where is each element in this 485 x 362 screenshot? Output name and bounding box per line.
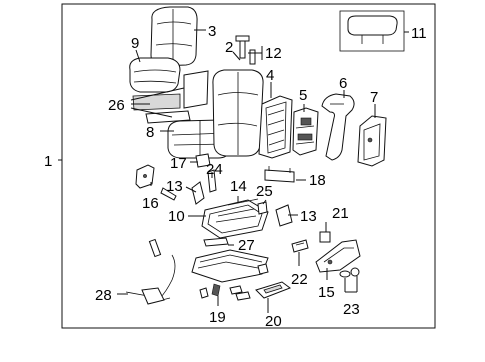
callout-28: 28	[95, 287, 112, 304]
callout-20: 20	[265, 313, 282, 330]
callout-23: 23	[343, 301, 360, 318]
callout-25: 25	[256, 183, 273, 200]
callout-19: 19	[209, 309, 226, 326]
callout-2: 2	[225, 39, 234, 56]
seat-back-frame-part	[213, 36, 263, 156]
callout-7: 7	[370, 89, 379, 106]
switch-bezel-part	[256, 282, 290, 298]
callout-labels	[44, 23, 427, 330]
seat-back-cushion-part	[151, 7, 197, 66]
plate-part-27	[204, 238, 228, 246]
wiring-harness-part	[126, 239, 175, 304]
callout-13-right: 13	[300, 208, 317, 225]
callout-22: 22	[291, 271, 308, 288]
callout-4: 4	[266, 67, 275, 84]
callout-12: 12	[265, 45, 282, 62]
crossbar-part	[265, 166, 294, 182]
callout-16: 16	[142, 195, 159, 212]
lumbar-support-part	[293, 108, 318, 155]
callout-27: 27	[238, 237, 255, 254]
callout-10: 10	[168, 208, 185, 225]
knob-part-21	[320, 232, 330, 242]
callout-17: 17	[170, 155, 187, 172]
callout-9: 9	[131, 35, 140, 52]
callout-15: 15	[318, 284, 335, 301]
callout-18: 18	[309, 172, 326, 189]
seat-track-assembly-part	[192, 250, 268, 300]
callout-26: 26	[108, 97, 125, 114]
callout-1: 1	[44, 153, 53, 170]
callout-5: 5	[299, 87, 308, 104]
side-shield-part	[316, 240, 360, 272]
callout-6: 6	[339, 75, 348, 92]
callout-8: 8	[146, 124, 155, 141]
callout-24: 24	[206, 161, 223, 178]
seat-back-panel-part	[259, 96, 292, 158]
headrest-part	[340, 11, 404, 51]
callout-11: 11	[411, 25, 427, 42]
callout-14: 14	[230, 178, 247, 195]
clip-part-25	[258, 202, 267, 214]
side-frame-part	[322, 94, 354, 160]
callout-3: 3	[208, 23, 217, 40]
knob-parts-23	[340, 268, 359, 277]
back-trim-panel-part	[358, 116, 386, 166]
seat-cushion-top-part	[130, 58, 180, 92]
callout-13-left: 13	[166, 178, 183, 195]
callout-21: 21	[332, 205, 349, 222]
switch-part-22	[292, 240, 308, 252]
